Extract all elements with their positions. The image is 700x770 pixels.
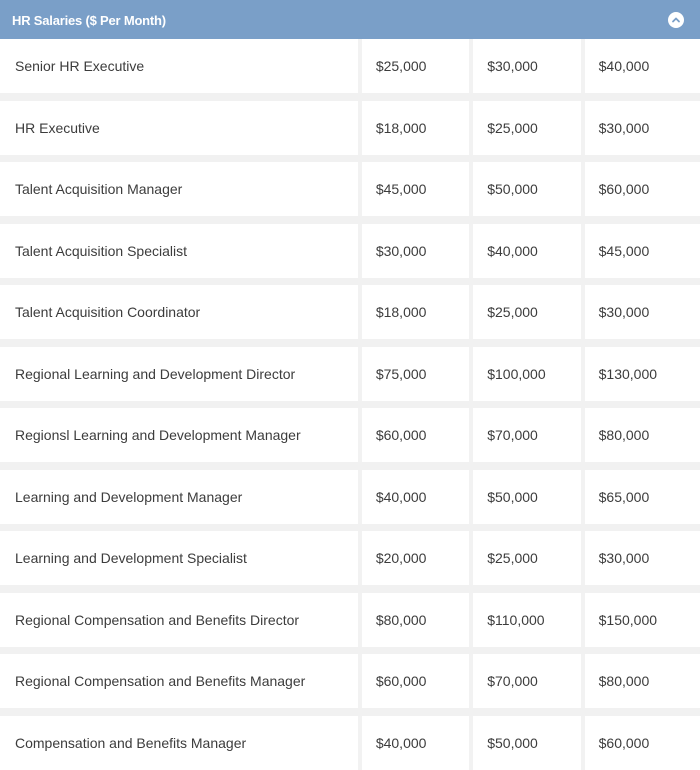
salary-min: $30,000 <box>362 224 469 278</box>
salary-mid: $110,000 <box>473 593 580 647</box>
salary-max: $60,000 <box>585 716 700 770</box>
role-name: Learning and Development Manager <box>0 470 358 524</box>
salary-min: $40,000 <box>362 716 469 770</box>
salary-min: $60,000 <box>362 654 469 708</box>
table-row <box>0 654 700 708</box>
table-row <box>0 470 700 524</box>
role-name: Regional Compensation and Benefits Manager <box>0 654 358 708</box>
salary-min: $45,000 <box>362 162 469 216</box>
salary-mid: $25,000 <box>473 285 580 339</box>
collapse-toggle[interactable] <box>668 12 684 28</box>
salary-mid: $50,000 <box>473 162 580 216</box>
role-name: Regional Learning and Development Director <box>0 347 358 401</box>
table-row <box>0 531 700 585</box>
salary-min: $60,000 <box>362 408 469 462</box>
salary-min: $20,000 <box>362 531 469 585</box>
salary-mid: $100,000 <box>473 347 580 401</box>
accordion-header[interactable] <box>0 0 700 40</box>
salary-mid: $25,000 <box>473 531 580 585</box>
role-name: Compensation and Benefits Manager <box>0 716 358 770</box>
role-name: Regional Compensation and Benefits Director <box>0 593 358 647</box>
salary-mid: $30,000 <box>473 39 580 93</box>
table-row <box>0 162 700 216</box>
panel-title: HR Salaries ($ Per Month) <box>12 12 166 28</box>
role-name: Senior HR Executive <box>0 39 358 93</box>
salary-mid: $40,000 <box>473 224 580 278</box>
table-row <box>0 39 700 93</box>
salary-max: $40,000 <box>585 39 700 93</box>
role-name: Talent Acquisition Specialist <box>0 224 358 278</box>
salary-max: $65,000 <box>585 470 700 524</box>
table-row <box>0 408 700 462</box>
table-row <box>0 285 700 339</box>
salary-min: $40,000 <box>362 470 469 524</box>
role-name: Learning and Development Specialist <box>0 531 358 585</box>
salary-max: $45,000 <box>585 224 700 278</box>
salary-mid: $70,000 <box>473 654 580 708</box>
salary-mid: $50,000 <box>473 470 580 524</box>
salary-max: $80,000 <box>585 654 700 708</box>
salary-min: $25,000 <box>362 39 469 93</box>
salary-max: $60,000 <box>585 162 700 216</box>
role-name: HR Executive <box>0 101 358 155</box>
role-name: Talent Acquisition Manager <box>0 162 358 216</box>
table-row <box>0 347 700 401</box>
chevron-up-icon <box>671 15 681 25</box>
salary-max: $30,000 <box>585 101 700 155</box>
salary-mid: $70,000 <box>473 408 580 462</box>
salary-min: $18,000 <box>362 101 469 155</box>
table-row <box>0 593 700 647</box>
role-name: Regionsl Learning and Development Manager <box>0 408 358 462</box>
role-name: Talent Acquisition Coordinator <box>0 285 358 339</box>
salary-max: $150,000 <box>585 593 700 647</box>
table-row <box>0 101 700 155</box>
salary-min: $18,000 <box>362 285 469 339</box>
salary-mid: $25,000 <box>473 101 580 155</box>
salary-mid: $50,000 <box>473 716 580 770</box>
salary-max: $30,000 <box>585 531 700 585</box>
table-row <box>0 224 700 278</box>
salary-min: $80,000 <box>362 593 469 647</box>
salary-min: $75,000 <box>362 347 469 401</box>
salary-max: $130,000 <box>585 347 700 401</box>
table-row <box>0 716 700 770</box>
salary-max: $30,000 <box>585 285 700 339</box>
salary-max: $80,000 <box>585 408 700 462</box>
